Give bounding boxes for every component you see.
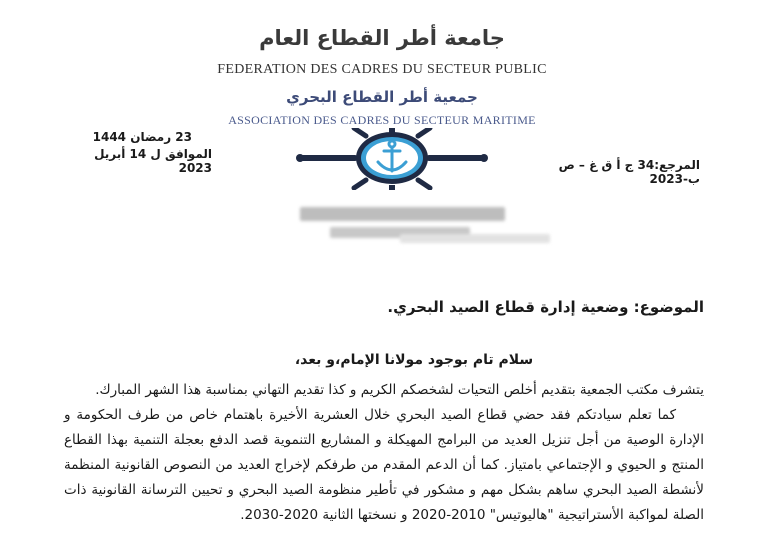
association-logo (296, 128, 488, 190)
date-hijri: 23 رمضان 1444 (92, 130, 192, 144)
association-name-french: ASSOCIATION DES CADRES DU SECTEUR MARITIME (228, 113, 536, 127)
date-gregorian: الموافق ل 14 أبريل 2023 (94, 147, 212, 175)
letter-body (64, 378, 704, 528)
redacted-recipient-line-1 (300, 207, 505, 221)
redacted-recipient-line-3 (400, 234, 550, 243)
reference-number: المرجع:34 ج أ ق غ – ص ب-2023 (558, 158, 700, 186)
association-name-arabic: جمعية أطر القطاع البحري (286, 88, 478, 106)
body-paragraph-1: يتشرف مكتب الجمعية بتقديم أخلص التحيات لشخصكم الكريم و كذا تقديم التهاني بمناسبة هذا الشهر المبارك. (95, 382, 704, 398)
federation-name-arabic: جامعة أطر القطاع العام (259, 26, 505, 50)
letter-subject: الموضوع: وضعية إدارة قطاع الصيد البحري. (387, 298, 704, 316)
federation-name-french: FEDERATION DES CADRES DU SECTEUR PUBLIC (217, 62, 547, 77)
body-paragraph-2: كما تعلم سيادتكم فقد حضي قطاع الصيد البحري خلال العشرية الأخيرة باهتمام خاص من طرف الحكومة و الإدارة الوصية من أجل تنزيل العديد من البرامج المهيكلة و المشاريع التنموية قصد الدفع بعجلة التنمية بهذا القطاع المنتج و الحيوي و الإجتماعي بامتياز. كما أن الدعم المقدم من طرفكم لإخراج العديد من النصوص القانونية المنظمة لأنشطة الصيد البحري ساهم بشكل مهم و مشكور في تأطير منظومة الصيد البحري و تحيين الترسانة القانونية ذات الصلة لمواكبة الأستراتيجية "هاليوتيس" 2010-2020 و نسختها الثانية 2020-2030. (64, 407, 704, 523)
letter-greeting: سلام تام بوجود مولانا الإمام،و بعد، (294, 352, 534, 368)
